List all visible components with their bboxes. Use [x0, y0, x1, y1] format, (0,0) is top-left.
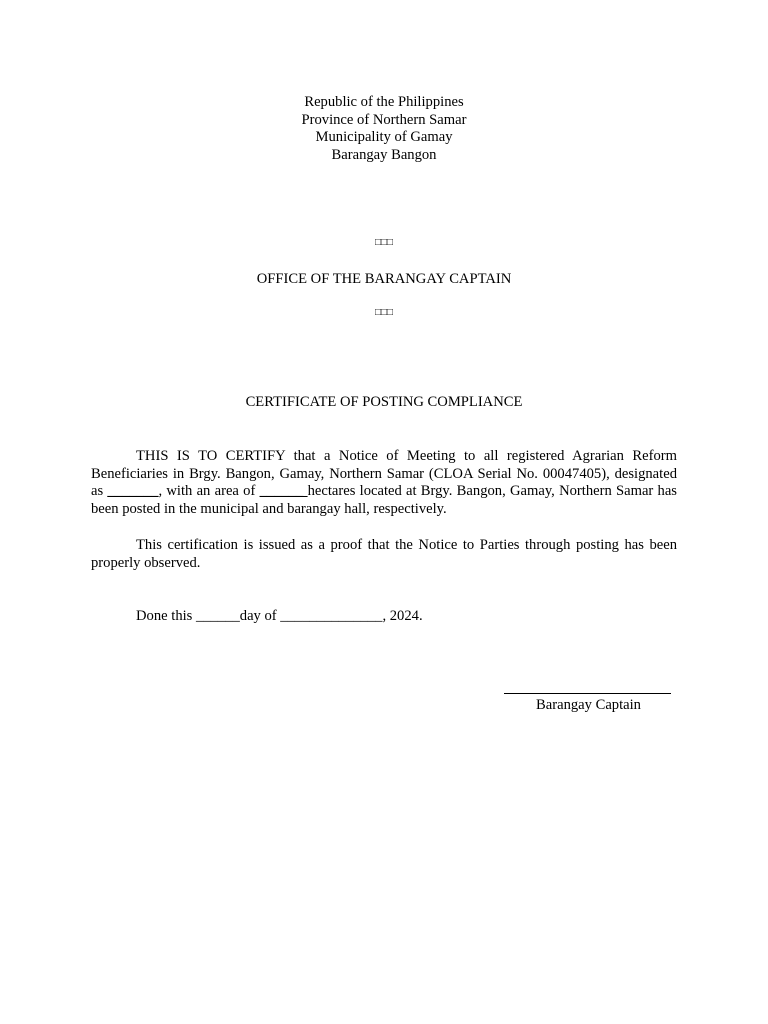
header-barangay: Barangay Bangon	[331, 146, 437, 163]
purpose-paragraph	[91, 537, 677, 572]
signature-label: Barangay Captain	[536, 697, 641, 713]
signature-line	[504, 693, 671, 694]
ornament-bottom: □□□	[374, 307, 394, 318]
ornament-top: □□□	[374, 237, 394, 248]
certificate-title: CERTIFICATE OF POSTING COMPLIANCE	[245, 394, 523, 410]
paragraph3-text: Done this ______day of ______________, 2024.	[136, 608, 423, 624]
area-blank: ______	[259, 483, 308, 500]
paragraph2-text: This certification is issued as a proof that the Notice to Parties through posting has been properly observed.	[91, 537, 677, 571]
paragraph1-text-b: , with an area of	[158, 483, 260, 500]
date-paragraph	[91, 608, 677, 626]
paragraph1-text-a: THIS IS TO CERTIFY that a Notice of Meeting to all registered Agrarian Reform Beneficiaries in Brgy. Bangon, Gamay, Northern Samar (CLOA Serial No. 00047405), designated as	[91, 448, 677, 500]
designation-blank: _______	[107, 483, 159, 500]
paragraph1-text-c: hectares located at Brgy. Bangon, Gamay, Northern Samar has been posted in the municipal and barangay hall, respectively.	[91, 483, 677, 517]
letterhead	[0, 94, 768, 164]
certification-paragraph	[91, 448, 677, 518]
header-municipality: Municipality of Gamay	[315, 129, 453, 146]
office-title: OFFICE OF THE BARANGAY CAPTAIN	[256, 271, 512, 287]
header-province: Province of Northern Samar	[301, 111, 467, 128]
header-country: Republic of the Philippines	[304, 94, 464, 110]
